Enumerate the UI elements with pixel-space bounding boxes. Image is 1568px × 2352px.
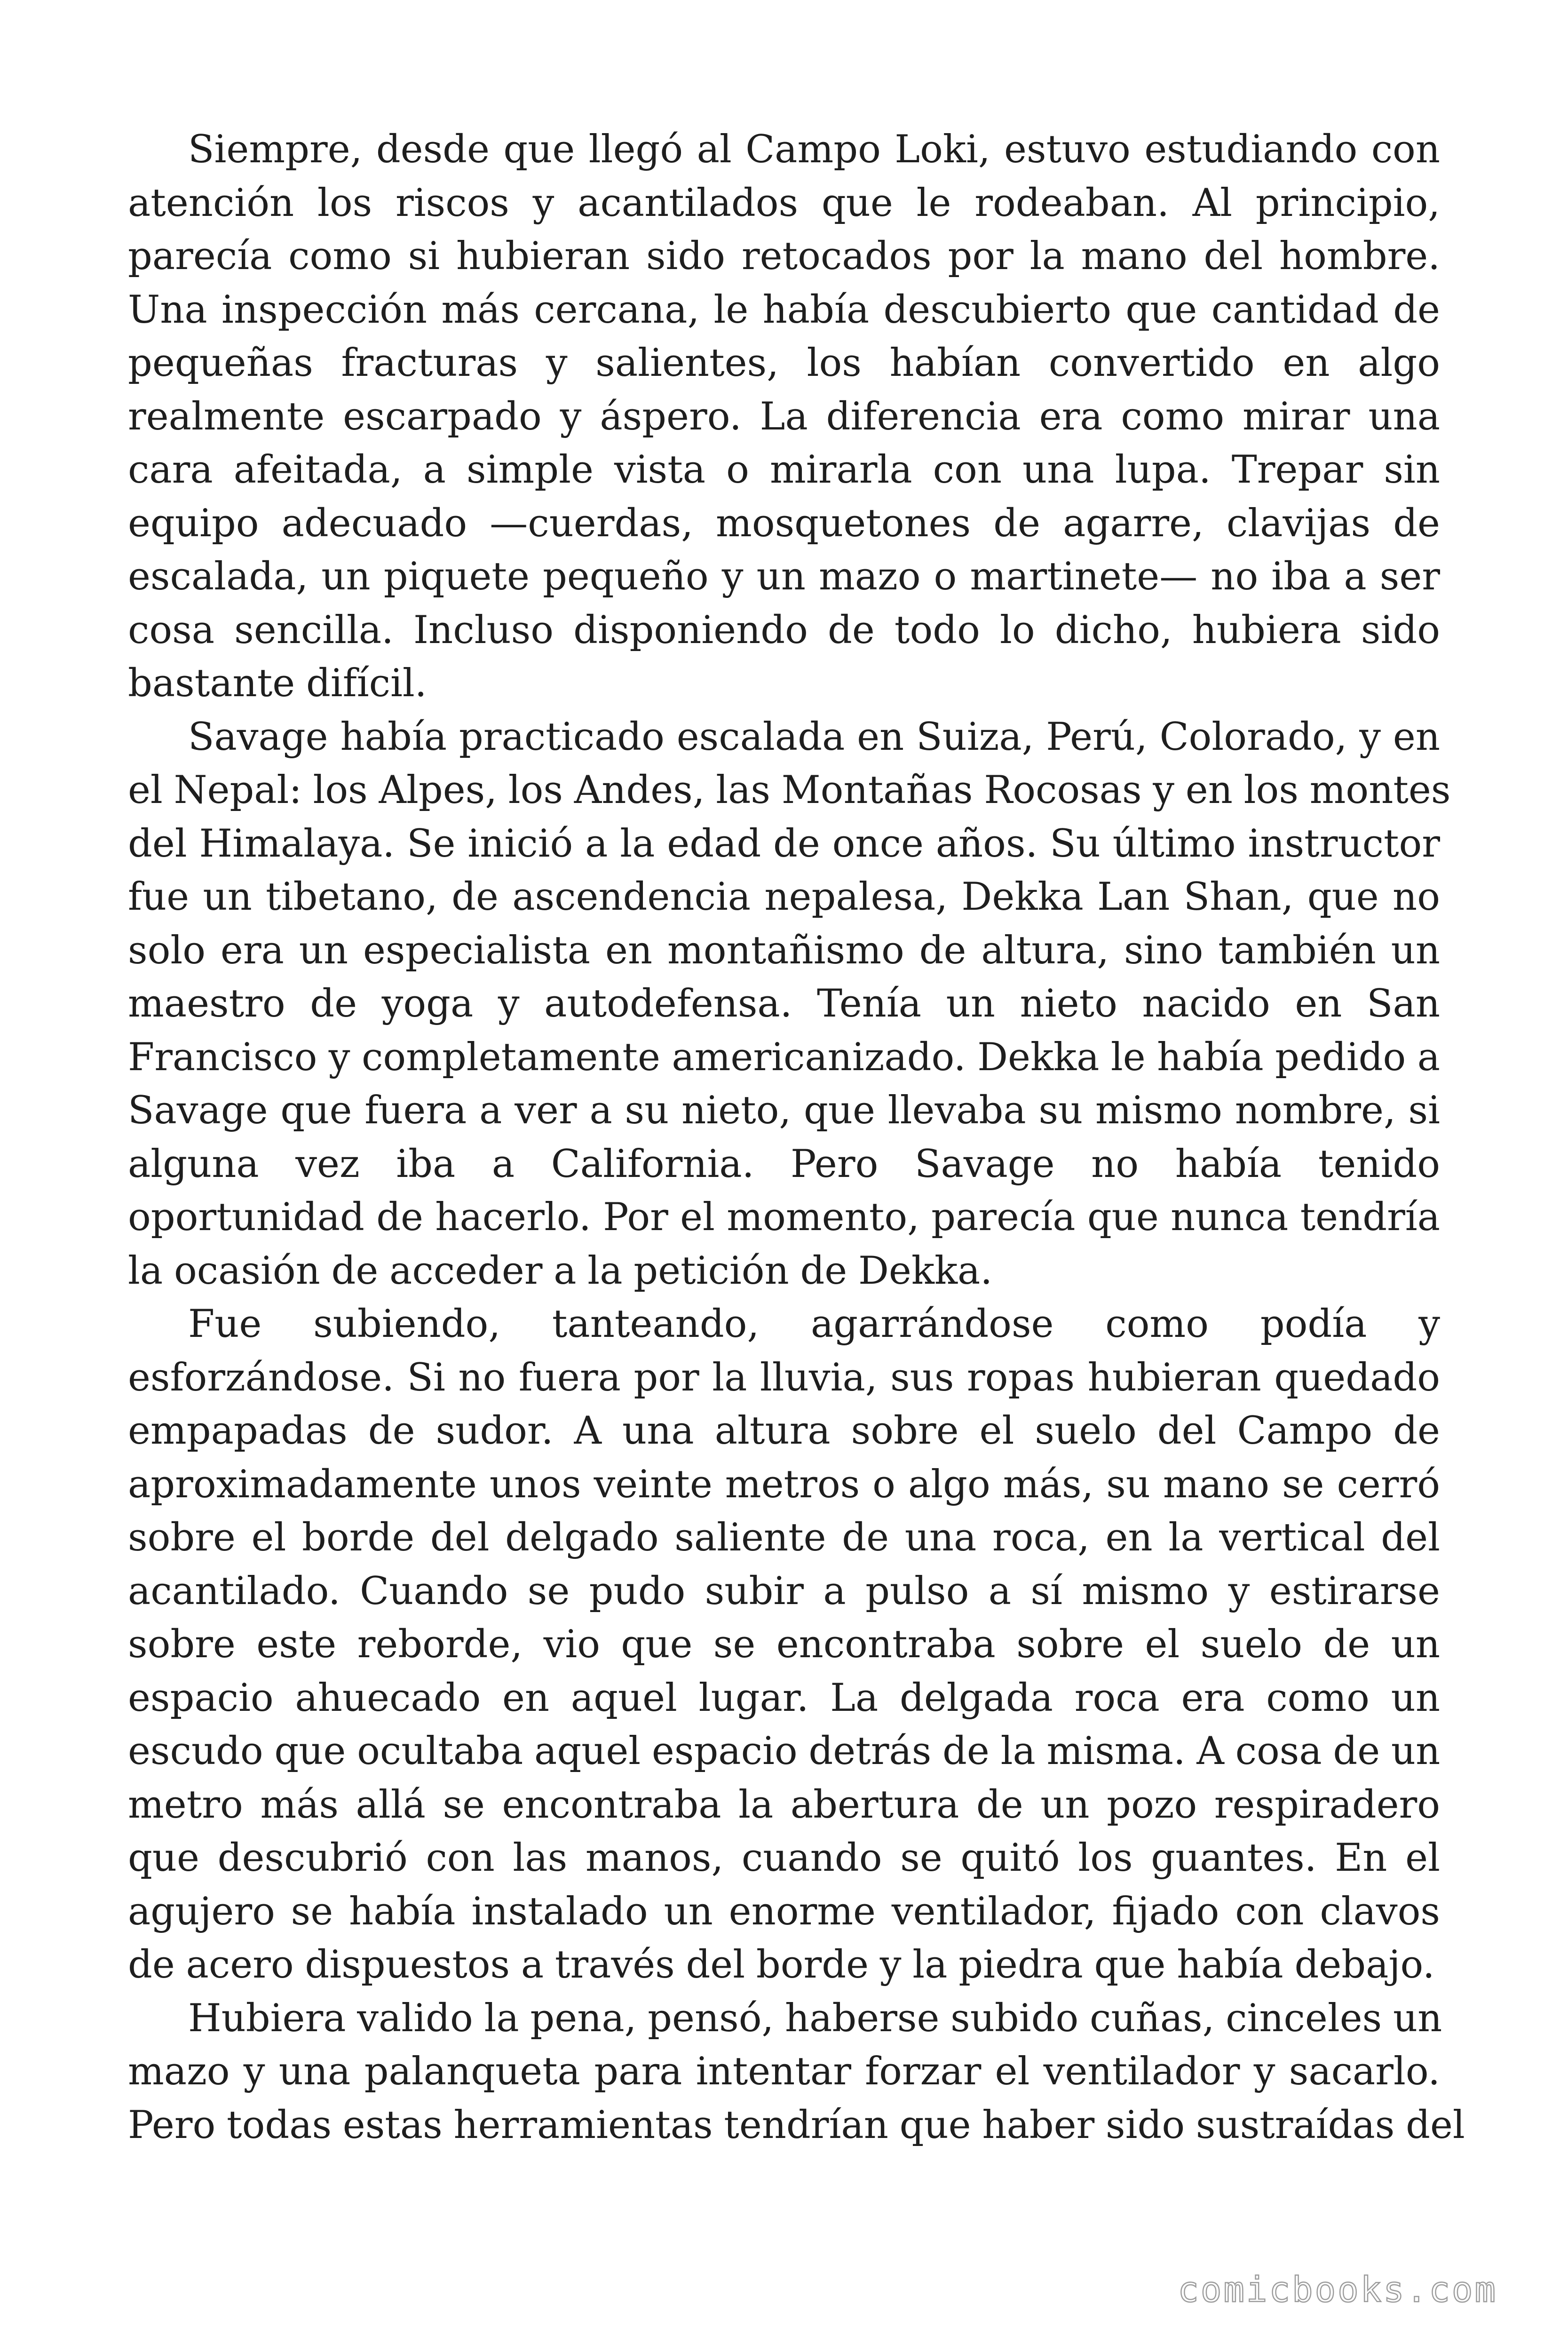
- text-column: [128, 123, 1465, 2152]
- paragraph: [128, 1992, 1465, 2153]
- text-line: mazo y una palanqueta para intentar forzar el ventilador y sacarlo.: [128, 2050, 1440, 2094]
- text-line: cara afeitada, a simple vista o mirarla con una lupa. Trepar sin: [128, 448, 1440, 492]
- watermark: comicbooks.com: [1178, 2270, 1497, 2310]
- paragraph: [128, 123, 1440, 711]
- text-line: bastante difícil.: [128, 661, 427, 706]
- text-line: escalada, un piquete pequeño y un mazo o martinete— no iba a ser: [128, 555, 1440, 599]
- text-line: aproximadamente unos veinte metros o algo más, su mano se cerró: [128, 1462, 1440, 1507]
- text-line: de acero dispuestos a través del borde y la piedra que había debajo.: [128, 1943, 1435, 1987]
- text-line: alguna vez iba a California. Pero Savage no había tenido: [128, 1142, 1440, 1186]
- text-line: Savage que fuera a ver a su nieto, que llevaba su mismo nombre, si: [128, 1089, 1440, 1133]
- text-line: Fue subiendo, tanteando, agarrándose como podía y: [188, 1302, 1440, 1346]
- text-line: solo era un especialista en montañismo de altura, sino también un: [128, 928, 1440, 973]
- paragraph: [128, 711, 1451, 1298]
- text-line: el Nepal: los Alpes, los Andes, las Montañas Rocosas y en los montes: [128, 768, 1451, 812]
- text-line: equipo adecuado —cuerdas, mosquetones de agarre, clavijas de: [128, 501, 1440, 546]
- text-line: Francisco y completamente americanizado. Dekka le había pedido a: [128, 1035, 1440, 1080]
- text-line: del Himalaya. Se inició a la edad de once años. Su último instructor: [128, 821, 1440, 866]
- text-line: realmente escarpado y áspero. La diferencia era como mirar una: [128, 394, 1440, 439]
- text-line: fue un tibetano, de ascendencia nepalesa, Dekka Lan Shan, que no: [128, 875, 1440, 919]
- text-line: maestro de yoga y autodefensa. Tenía un nieto nacido en San: [128, 982, 1440, 1026]
- text-line: empapadas de sudor. A una altura sobre el suelo del Campo de: [128, 1409, 1440, 1453]
- text-line: pequeñas fracturas y salientes, los habían convertido en algo: [128, 341, 1440, 385]
- text-line: Siempre, desde que llegó al Campo Loki, estuvo estudiando con: [188, 127, 1440, 172]
- text-line: esforzándose. Si no fuera por la lluvia, sus ropas hubieran quedado: [128, 1355, 1440, 1400]
- text-line: parecía como si hubieran sido retocados por la mano del hombre.: [128, 234, 1440, 278]
- text-line: agujero se había instalado un enorme ventilador, fijado con clavos: [128, 1889, 1440, 1934]
- text-line: Pero todas estas herramientas tendrían que haber sido sustraídas del: [128, 2103, 1465, 2147]
- text-line: metro más allá se encontraba la abertura de un pozo respiradero: [128, 1782, 1440, 1827]
- text-line: escudo que ocultaba aquel espacio detrás de la misma. A cosa de un: [128, 1729, 1441, 1773]
- text-line: espacio ahuecado en aquel lugar. La delgada roca era como un: [128, 1676, 1440, 1720]
- text-line: la ocasión de acceder a la petición de Dekka.: [128, 1248, 993, 1293]
- text-line: atención los riscos y acantilados que le rodeaban. Al principio,: [128, 181, 1440, 225]
- text-line: Una inspección más cercana, le había descubierto que cantidad de: [128, 287, 1440, 332]
- text-line: oportunidad de hacerlo. Por el momento, parecía que nunca tendría: [128, 1195, 1440, 1240]
- text-line: acantilado. Cuando se pudo subir a pulso a sí mismo y estirarse: [128, 1569, 1440, 1613]
- paragraph: [128, 1298, 1440, 1992]
- text-line: sobre este reborde, vio que se encontraba sobre el suelo de un: [128, 1622, 1440, 1667]
- text-line: sobre el borde del delgado saliente de una roca, en la vertical del: [128, 1516, 1440, 1560]
- text-line: que descubrió con las manos, cuando se quitó los guantes. En el: [128, 1836, 1440, 1880]
- text-line: Savage había practicado escalada en Suiza, Perú, Colorado, y en: [188, 715, 1440, 759]
- text-line: cosa sencilla. Incluso disponiendo de todo lo dicho, hubiera sido: [128, 608, 1440, 652]
- text-line: Hubiera valido la pena, pensó, haberse subido cuñas, cinceles un: [188, 1996, 1442, 2041]
